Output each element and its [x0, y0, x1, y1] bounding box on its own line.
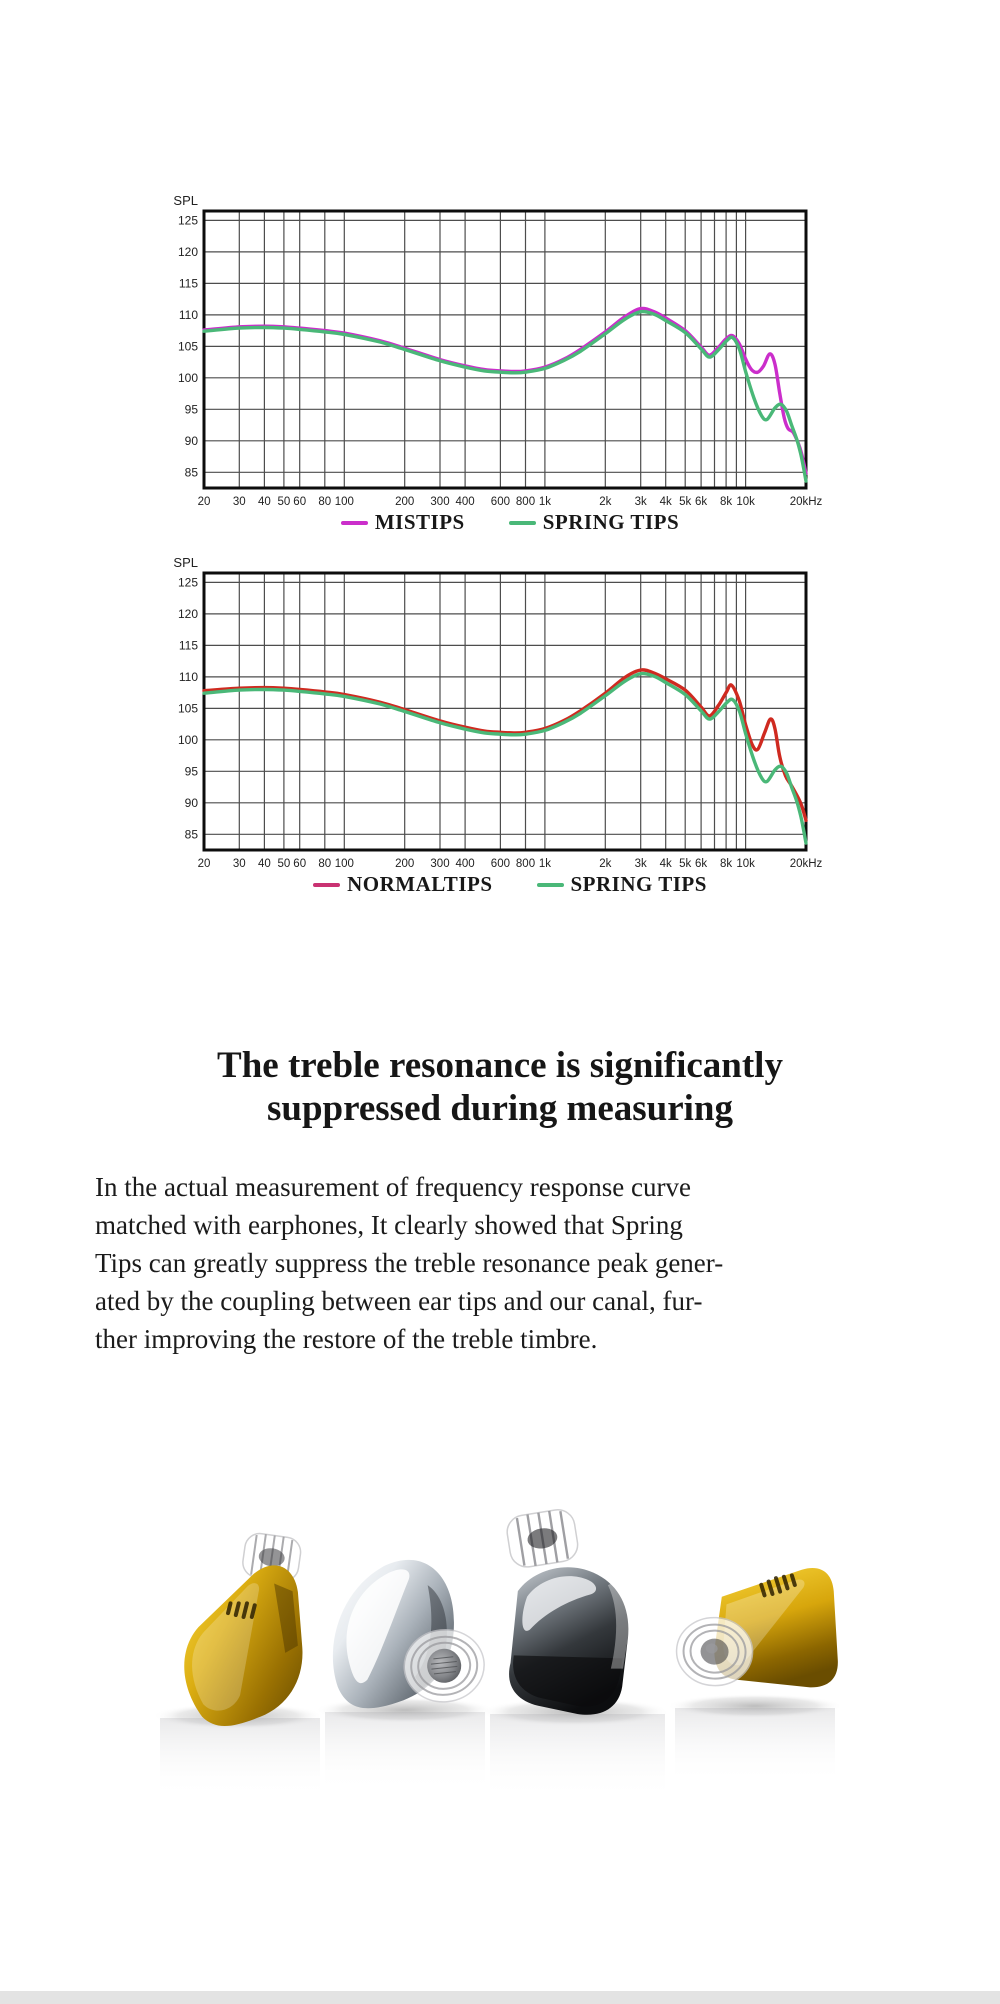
- x-tick-label: 200: [395, 858, 415, 870]
- x-tick-label: 50: [277, 496, 291, 508]
- y-axis-title: SPL: [173, 555, 198, 570]
- legend-item-normaltips: [313, 872, 492, 897]
- earbuds-image: [100, 1480, 900, 1900]
- y-tick-label: 90: [184, 433, 198, 448]
- section-heading-line1: The treble resonance is significantly: [217, 1045, 783, 1086]
- legend-label: NORMALTIPS: [347, 872, 493, 896]
- ear-tip: [505, 1507, 580, 1569]
- x-tick-label: 600: [490, 858, 510, 870]
- x-tick-label: 800: [515, 858, 536, 870]
- x-tick-label: 50: [277, 858, 291, 870]
- x-tick-label: 2k: [599, 858, 612, 870]
- x-tick-label: 300: [430, 858, 450, 870]
- y-tick-label: 115: [178, 276, 198, 291]
- series-mistips: [204, 308, 806, 473]
- x-tick-label: 8k: [720, 858, 733, 870]
- x-tick-label: 600: [490, 496, 510, 508]
- reflection: [325, 1712, 485, 1792]
- x-tick-label: 30: [232, 858, 246, 870]
- x-tick-label: 200: [395, 496, 415, 508]
- reflection: [675, 1708, 835, 1783]
- x-tick-label: 100: [334, 496, 354, 508]
- reflection: [160, 1718, 320, 1798]
- earbud-silver: [323, 1553, 488, 1713]
- legend-item-mistips: [341, 510, 465, 535]
- legend-swatch: [537, 883, 564, 887]
- chart-legend-mistips: [140, 510, 880, 535]
- y-tick-label: 85: [184, 465, 198, 480]
- x-tick-label: 40: [258, 858, 271, 870]
- legend-label: MISTIPS: [374, 510, 465, 534]
- legend-label: SPRING TIPS: [570, 872, 707, 896]
- x-tick-label: 30: [232, 496, 246, 508]
- x-tick-label: 4k: [659, 858, 672, 870]
- y-tick-label: 125: [177, 575, 198, 590]
- x-tick-label: 20kHz: [789, 496, 823, 508]
- x-tick-label: 800: [515, 496, 536, 508]
- x-tick-label: 6k: [695, 496, 708, 508]
- x-tick-label: 60: [293, 858, 307, 870]
- x-tick-label: 20: [197, 496, 211, 508]
- legend-item-spring-tips: [509, 510, 679, 535]
- x-tick-label: 300: [430, 496, 450, 508]
- series-spring-tips: [204, 312, 806, 482]
- y-tick-label: 95: [184, 402, 198, 417]
- earbud-dark-chrome: [476, 1497, 648, 1720]
- x-tick-label: 5k: [679, 858, 692, 870]
- earbud-gold-right: [666, 1566, 842, 1699]
- legend-label: SPRING TIPS: [542, 510, 680, 534]
- section-heading: [0, 1044, 1000, 1130]
- x-tick-label: 2k: [599, 496, 612, 508]
- y-tick-label: 100: [177, 732, 198, 747]
- chart-canvas: [140, 552, 880, 904]
- frequency-response-chart-normaltips: [140, 552, 880, 904]
- legend-swatch: [509, 521, 536, 525]
- x-tick-label: 4k: [659, 496, 672, 508]
- chart-canvas: [140, 190, 880, 542]
- paragraph-line: In the actual measurement of frequency response curve: [95, 1172, 691, 1202]
- y-tick-label: 125: [177, 213, 198, 228]
- x-tick-label: 5k: [679, 496, 692, 508]
- x-tick-label: 6k: [695, 858, 708, 870]
- y-tick-label: 120: [177, 606, 198, 621]
- y-tick-label: 120: [177, 244, 198, 259]
- paragraph-line: matched with earphones, It clearly showed that Spring: [95, 1210, 683, 1240]
- y-tick-label: 105: [177, 701, 198, 716]
- y-tick-label: 115: [178, 638, 198, 653]
- x-tick-label: 10k: [736, 496, 755, 508]
- y-axis-title: SPL: [173, 193, 198, 208]
- chart-legend-normaltips: [140, 872, 880, 897]
- x-tick-label: 40: [258, 496, 271, 508]
- paragraph-line: ther improving the restore of the treble timbre.: [95, 1324, 598, 1354]
- x-tick-label: 400: [455, 496, 475, 508]
- section-paragraph: [95, 1168, 925, 1358]
- y-tick-label: 110: [178, 669, 198, 684]
- x-tick-label: 60: [293, 496, 307, 508]
- x-tick-label: 1k: [538, 858, 551, 870]
- frequency-response-chart-mistips: [140, 190, 880, 542]
- legend-item-spring-tips: [537, 872, 707, 897]
- y-tick-label: 95: [184, 764, 198, 779]
- x-tick-label: 80: [318, 858, 332, 870]
- x-tick-label: 3k: [634, 496, 647, 508]
- earbud-gold-left: [154, 1519, 342, 1734]
- paragraph-line: ated by the coupling between ear tips and our canal, fur-: [95, 1286, 703, 1316]
- x-tick-label: 20: [197, 858, 211, 870]
- bottom-bar: [0, 1991, 1000, 2004]
- reflection: [490, 1714, 665, 1799]
- section-heading-line2: suppressed during measuring: [266, 1088, 734, 1129]
- legend-swatch: [341, 521, 368, 525]
- y-tick-label: 100: [177, 370, 198, 385]
- x-tick-label: 100: [334, 858, 354, 870]
- x-tick-label: 8k: [720, 496, 733, 508]
- series-spring-tips: [204, 674, 806, 844]
- x-tick-label: 10k: [736, 858, 755, 870]
- product-photo: [100, 1480, 900, 1900]
- x-tick-label: 80: [318, 496, 332, 508]
- x-tick-label: 20kHz: [789, 858, 823, 870]
- paragraph-line: Tips can greatly suppress the treble resonance peak gener-: [95, 1248, 724, 1278]
- x-tick-label: 400: [455, 858, 475, 870]
- x-tick-label: 3k: [634, 858, 647, 870]
- x-tick-label: 1k: [538, 496, 551, 508]
- y-tick-label: 85: [184, 827, 198, 842]
- y-tick-label: 110: [178, 307, 198, 322]
- y-tick-label: 90: [184, 795, 198, 810]
- legend-swatch: [313, 883, 340, 887]
- y-tick-label: 105: [177, 339, 198, 354]
